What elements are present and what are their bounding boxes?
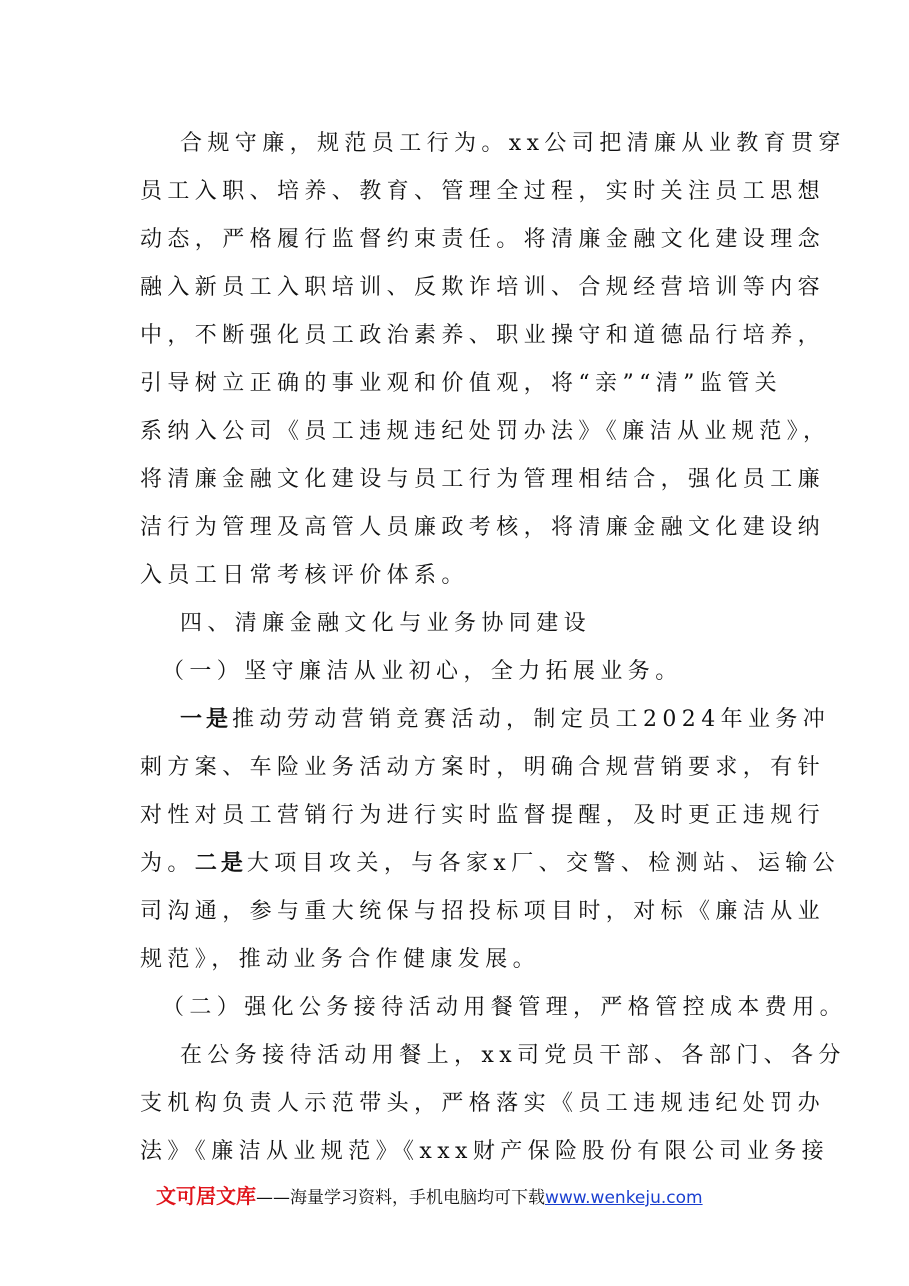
footer-slogan: ——海量学习资料，手机电脑均可下载: [256, 1188, 545, 1208]
paragraph-line: 合规守廉，规范员工行为。xx公司把清廉从业教育贯穿: [180, 131, 846, 156]
subheading: （一）坚守廉洁从业初心，全力拓展业务。: [162, 659, 683, 684]
paragraph-line: [140, 840, 840, 888]
emphasis-label: 二是: [194, 851, 247, 876]
paragraph-text: 大项目攻关，与各家x厂、交警、检测站、运输公: [246, 851, 841, 876]
paragraph-line: 法》《廉洁从业规范》《xxx财产保险股份有限公司业务接: [140, 1139, 830, 1164]
footer-banner: [156, 1180, 703, 1212]
paragraph-line: 对性对员工营销行为进行实时监督提醒，及时更正违规行: [140, 803, 826, 828]
emphasis-label: 一是: [180, 707, 233, 732]
paragraph-line: 入员工日常考核评价体系。: [140, 563, 469, 588]
paragraph-line: 系纳入公司《员工违规违纪处罚办法》《廉洁从业规范》，: [140, 419, 831, 444]
paragraph-line: [180, 696, 830, 744]
paragraph-line: 动态，严格履行监督约束责任。将清廉金融文化建设理念: [140, 227, 826, 252]
paragraph-line: 洁行为管理及高管人员廉政考核，将清廉金融文化建设纳: [140, 515, 826, 540]
subheading: （二）强化公务接待活动用餐管理，严格管控成本费用。: [162, 995, 848, 1020]
paragraph-line: 中，不断强化员工政治素养、职业操守和道德品行培养，: [140, 323, 826, 348]
paragraph-line: 员工入职、培养、教育、管理全过程，实时关注员工思想: [140, 179, 826, 204]
paragraph-line: 司沟通，参与重大统保与招投标项目时，对标《廉洁从业: [140, 899, 826, 924]
footer-brand: 文可居文库: [156, 1184, 256, 1208]
paragraph-text: 推动劳动营销竞赛活动，制定员工2024年业务冲: [232, 707, 831, 732]
paragraph-line: 支机构负责人示范带头，严格落实《员工违规违纪处罚办: [140, 1091, 826, 1116]
paragraph-line: 引导树立正确的事业观和价值观，将“亲”“清”监管关: [140, 371, 782, 396]
paragraph-line: 将清廉金融文化建设与员工行为管理相结合，强化员工廉: [140, 467, 826, 492]
footer-link[interactable]: www.wenkeju.com: [545, 1188, 703, 1208]
paragraph-line: 刺方案、车险业务活动方案时，明确合规营销要求，有针: [140, 755, 826, 780]
paragraph-line: 在公务接待活动用餐上，xx司党员干部、各部门、各分: [180, 1043, 846, 1068]
section-heading: 四、清廉金融文化与业务协同建设: [180, 611, 592, 636]
paragraph-text: 为。: [140, 851, 195, 876]
paragraph-line: 规范》，推动业务合作健康发展。: [140, 947, 541, 972]
paragraph-line: 融入新员工入职培训、反欺诈培训、合规经营培训等内容: [140, 275, 826, 300]
